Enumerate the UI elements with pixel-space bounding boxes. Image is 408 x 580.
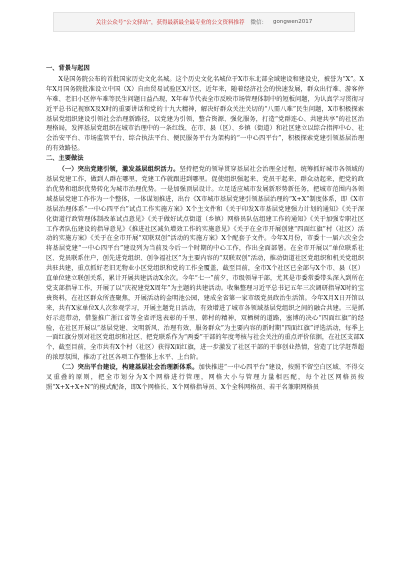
- paragraph: [46, 165, 364, 363]
- paragraph: [46, 363, 364, 393]
- paragraph-lead: （一）突出党建引领，激发基层组织活力。: [58, 166, 180, 174]
- header-banner: [0, 0, 408, 44]
- section-heading: 一、背景与起因: [46, 65, 90, 72]
- paragraph: [46, 75, 364, 154]
- contact-label: 微信：: [250, 20, 267, 26]
- paragraph-text: X是国务院公布的首批国家历史文化名城。这个历史文化名城位于X市东北部全域建设和建设史，被誉为“X”。X年X月国务院批准设立中国（X）自由贸易试验区X片区，近年来，随着经济社会的快速发展，群众出行难、游客停车难、老旧小区停车难等民生问题日益凸现，X年春节代表全市反映市场管理体制中的短板问题，为认真学习贯彻习近平总书记视察X及X时的重要讲话和党的十九大精神，解决好群众关注关切的“八需八难”民生问题，X市积极探索基层党组织建设引领社会治理新路径，以党建为引领，整合资源、强化服务，打造“党群连心、共建共享”的社区治理格局，发挥基层党组织在城市治理中的一条红线、在市、县（区）、乡镇（街道）和社区建立以综合指挥中心、社会治安平台、市场监管平台、综合执法平台、便民服务平台为架构的“一中心四平台”，积极探索党建引领基层治理的有效路径。: [46, 75, 364, 153]
- paragraph-text: 加快推进“一中心四平台”建设，按照不留空白区域、不得交叉重叠的原则，把全市划分为X个网格进行管理，网格大小与管理力量相匹配，每个社区网格员按照“X+X+X+N”的模式配备，即X个网格长、X个网格指导员、X个全科网格员、若干名兼职网格员: [46, 364, 365, 391]
- paragraph-lead: （二）突出平台建设，构建基层社会治理新体系。: [58, 364, 199, 372]
- promo-banner[interactable]: [53, 12, 355, 32]
- paragraph-text: 坚持把党的领导贯穿基层社会治理全过程，统筹抓好城市各领域的基层党建工作，做到人群在哪里，党建工作就跟进到哪里。促使组织强起来、党员干起来、群众动起来，把党的政治优势和组织优势转化为城市治理优势。一是加强顶层设计。立足适应城市发展新形势新任务，把城市范围内各领域基层党建工作作为一个整体，一体谋划推进，出台《X市城市基层党建引领基层治理的“X+X”制度体系，即《X市基层治理体系“一中心四平台”试点工作实施方案》X个主文件和《关于印发X市基层党建强力计划的通知》《关于深化街道行政管理体制改革试点意见》《关于做好试点街道（乡镇）网格员队伍组建工作的通知》《关于加强专职社区工作者队伍建设的指导意见》《推进社区减负增效工作的实施意见》《关于在全市开展创建“四面红旗”村（社区）活动的实施方案》《关于在全市开展“双联双创”活动的实施方案》X个配套子文件。今年X月份，市委十一届六次全会将基层党建“一中心四平台”建设列为当前及今后一个时期的中心工作，作出全面部署。在全市开展以“单位联系社区、党员联系住户，创先进党组织、创争福社区”为主要内容的“双联双创”活动，推动街道社区党组织和机关党组织共驻共建，重点抓好老旧无物业小区党组织和党的工作全覆盖，截至目前，全市X个社区已全部与X个市、县（区）直单位建立联创关系，累计开展共建活动X余次。今年“七一”前夕，市级领导干部，尤其是市委常委带头深入到所在党支部指导工作，开展了以“庆祝建党X周年”为主题的共建活动。收集整理习近平总书记五年三次调研指导X时的宝贵资料，在社区群众所查聚焦，开展活动的金明池公园，建成全省第一家市级党员政治生活馆。今年X月X日开馆以来，共有X家单位X人次参观学习，开展主题党日活动，有效增进了城市各领域基层党组织之间的融合共建。三是抓好示范带动，借鉴推广浙江省等全省评选表彰的千里、韩村的精神，双栖树的道路，塞博的决心“四面红旗”的经验，在社区开展以“基层党建、文明新风、治理有效、服务群众”为主要内容的新时期“四面红旗”评选活动，每季上一面红旗分别对社区党组织和社区、把党联系作为“两委”干部的年度考核与社会关注的重点评价依据，在社区支部X个，截至目前，全市共有X个村（社区）获得X面红旗，进一步激发了社区干部的干事创业热情，营造了比学赶帮超的浓厚氛围，推动了社区各项工作整体上水平、上台阶。: [46, 166, 365, 362]
- promo-text: 关注公众号“公文驿站”，获得最新最全最专业的公文资料推荐: [95, 20, 245, 26]
- document-body: [46, 64, 364, 393]
- section-heading: 二、主要做法: [46, 155, 84, 163]
- contact-id: gongwen2017: [273, 19, 313, 25]
